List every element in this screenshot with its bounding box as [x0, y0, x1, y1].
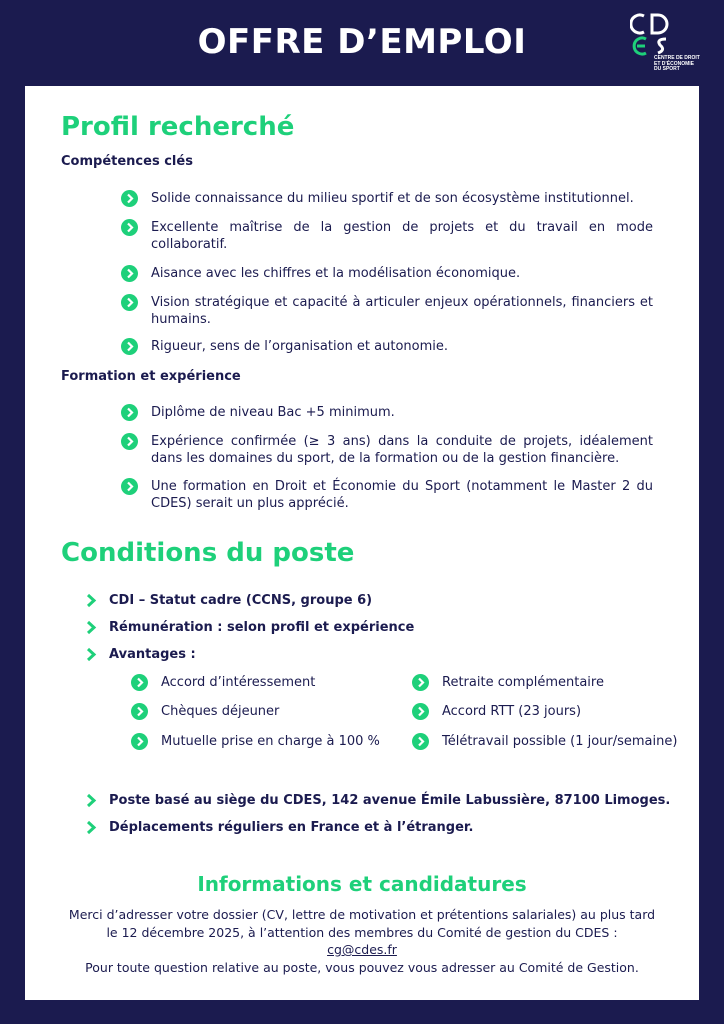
list-item: Rigueur, sens de l’organisation et autonomie. [121, 338, 653, 355]
list-item: Avantages : [85, 646, 685, 663]
page-title: OFFRE D’EMPLOI [197, 22, 527, 62]
list-item: Solide connaissance du milieu sportif et de son écosystème institutionnel. [121, 190, 653, 207]
chevron-circle-icon [131, 703, 148, 720]
content-panel [25, 86, 699, 1000]
avantage-item: Chèques déjeuner [131, 703, 279, 720]
formation-heading: Formation et expérience [61, 369, 241, 384]
competences-heading: Compétences clés [61, 154, 193, 169]
avantage-item: Accord d’intéressement [131, 674, 315, 691]
chevron-circle-icon [121, 338, 138, 355]
cdes-logo [628, 10, 708, 80]
chevron-circle-icon [131, 733, 148, 750]
chevron-circle-icon [412, 733, 429, 750]
list-item: Déplacements réguliers en France et à l’étranger. [85, 819, 685, 836]
competences-list [121, 190, 653, 355]
list-item: Excellente maîtrise de la gestion de projets et du travail en mode collaboratif. [121, 219, 653, 253]
location-list [85, 792, 685, 836]
info-line-1: Merci d’adresser votre dossier (CV, lettre de motivation et prétentions salariales) au plus tard le 12 décembre 2025, à l’attention des membres du Comité de gestion du CDES : [68, 907, 656, 940]
contact-email-link[interactable]: cg@cdes.fr [327, 942, 397, 957]
chevron-circle-icon [121, 219, 138, 236]
list-item: Poste basé au siège du CDES, 142 avenue Émile Labussière, 87100 Limoges. [85, 792, 685, 809]
chevron-right-icon [85, 620, 99, 635]
list-item: Aisance avec les chiffres et la modélisation économique. [121, 265, 653, 282]
chevron-circle-icon [121, 265, 138, 282]
list-item: Diplôme de niveau Bac +5 minimum. [121, 404, 653, 421]
avantage-item: Télétravail possible (1 jour/semaine) [412, 733, 677, 750]
chevron-circle-icon [121, 404, 138, 421]
header-banner [0, 0, 724, 86]
chevron-circle-icon [412, 703, 429, 720]
cdes-logo-mark [630, 12, 680, 56]
avantage-item: Accord RTT (23 jours) [412, 703, 581, 720]
chevron-right-icon [85, 647, 99, 662]
avantage-item: Retraite complémentaire [412, 674, 604, 691]
chevron-right-icon [85, 593, 99, 608]
chevron-circle-icon [131, 674, 148, 691]
avantage-item: Mutuelle prise en charge à 100 % [131, 733, 380, 750]
chevron-right-icon [85, 793, 99, 808]
chevron-circle-icon [121, 478, 138, 495]
chevron-right-icon [85, 820, 99, 835]
formation-list [121, 404, 653, 512]
list-item: Rémunération : selon profil et expérience [85, 619, 685, 636]
list-item: Vision stratégique et capacité à articuler enjeux opérationnels, financiers et humains. [121, 294, 653, 328]
list-item: CDI – Statut cadre (CCNS, groupe 6) [85, 592, 685, 609]
conditions-list [85, 592, 685, 663]
info-text [65, 906, 659, 976]
chevron-circle-icon [121, 294, 138, 311]
profil-title: Profil recherché [61, 112, 295, 142]
chevron-circle-icon [121, 433, 138, 450]
info-title: Informations et candidatures [197, 872, 527, 896]
chevron-circle-icon [412, 674, 429, 691]
conditions-title: Conditions du poste [61, 538, 355, 568]
list-item: Une formation en Droit et Économie du Sport (notamment le Master 2 du CDES) serait un plus apprécié. [121, 478, 653, 512]
chevron-circle-icon [121, 190, 138, 207]
logo-subtitle: CENTRE DE DROIT ET D’ÉCONOMIE DU SPORT [654, 55, 700, 72]
list-item: Expérience confirmée (≥ 3 ans) dans la conduite de projets, idéalement dans les domaines du sport, de la formation ou de la gestion financière. [121, 433, 653, 467]
info-line-2: Pour toute question relative au poste, vous pouvez vous adresser au Comité de Gestion. [85, 959, 639, 975]
